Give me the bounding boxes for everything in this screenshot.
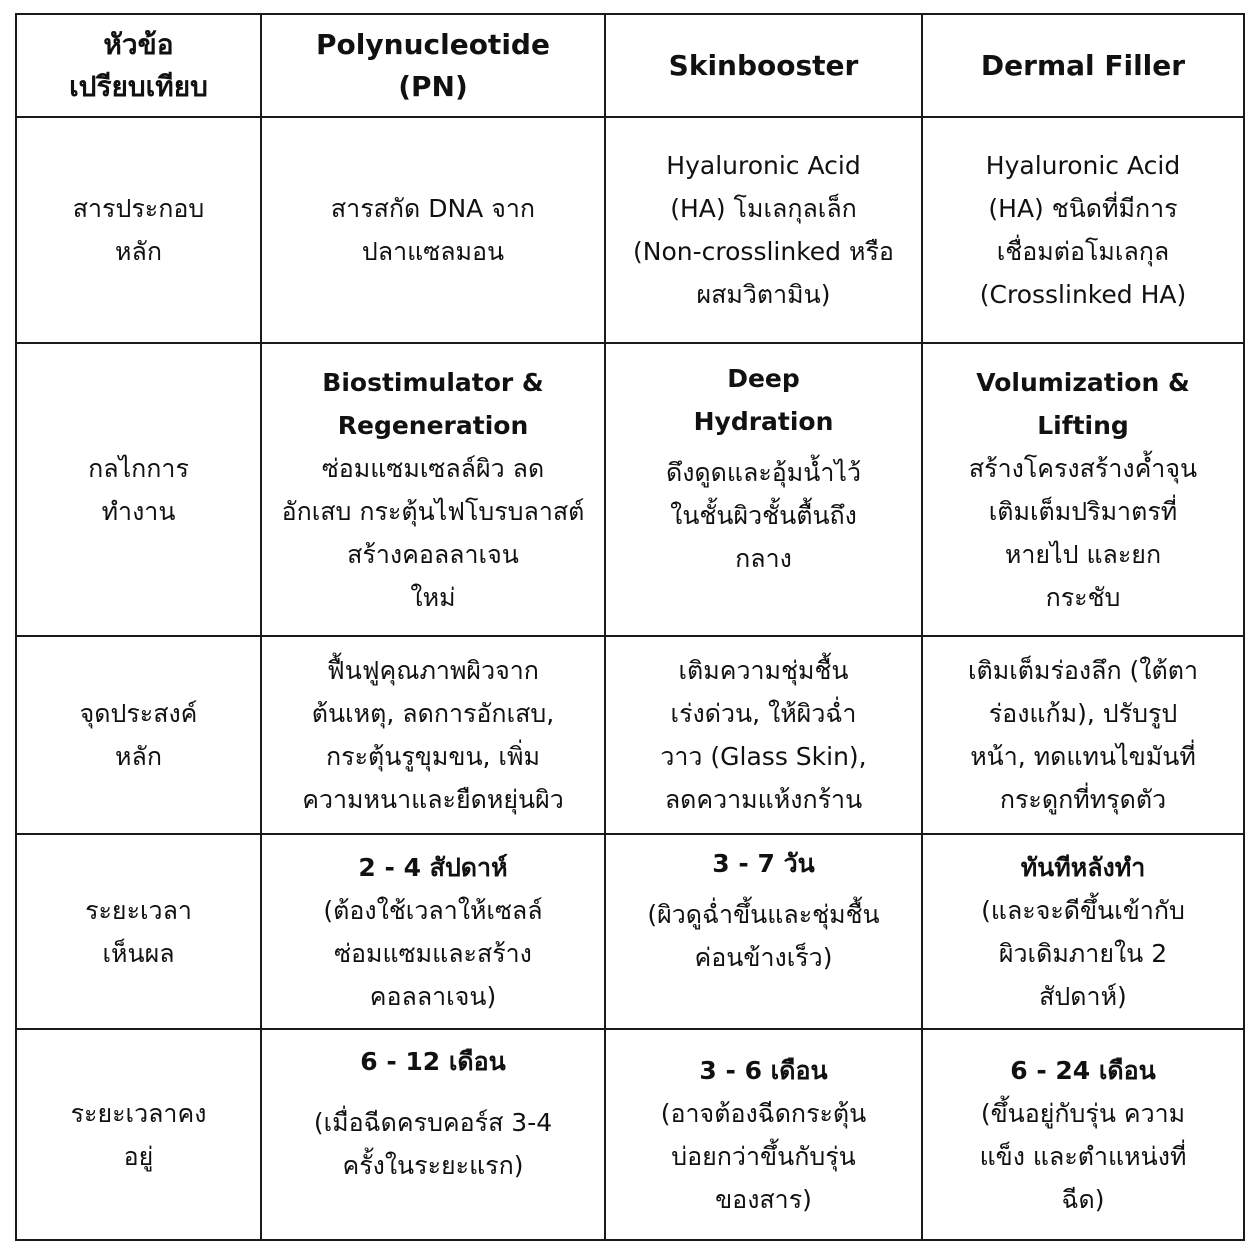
header-pn-line-1: Polynucleotide <box>316 27 550 61</box>
cell-text-line: เร่งด่วน, ให้ผิวฉ่ำ <box>670 699 857 728</box>
header-topic <box>16 14 261 117</box>
cell-text-line: วาว (Glass Skin), <box>660 742 867 771</box>
cell-text-line: อักเสบ กระตุ้นไฟโบรบลาสต์ <box>281 496 585 526</box>
cell-composition-pn <box>261 117 605 343</box>
row-onset <box>16 834 1244 1029</box>
cell-duration-filler <box>922 1029 1244 1240</box>
cell-text-line: (HA) ชนิดที่มีการ <box>988 194 1178 223</box>
comparison-table-wrapper <box>15 13 1243 1239</box>
cell-composition-skinbooster <box>605 117 922 343</box>
cell-text-line: ฉีด) <box>1061 1184 1105 1214</box>
cell-text-line: (เมื่อฉีดครบคอร์ส 3-4 <box>313 1107 553 1137</box>
cell-text-line: หน้า, ทดแทนไขมันที่ <box>970 742 1196 771</box>
cell-text-line: ผิวเดิมภายใน 2 <box>998 938 1168 968</box>
cell-mechanism-skinbooster <box>605 343 922 636</box>
cell-text-line: สร้างโครงสร้างค้ำจุน <box>968 453 1198 483</box>
cell-text-line: ลดความแห้งกร้าน <box>664 785 863 814</box>
cell-title-line: 6 - 24 เดือน <box>1010 1055 1156 1085</box>
cell-title-line: Hydration <box>693 406 834 436</box>
row-label-onset <box>16 834 261 1029</box>
header-filler <box>922 14 1244 117</box>
cell-onset-pn <box>261 834 605 1029</box>
cell-purpose-pn <box>261 636 605 834</box>
cell-title-line: 3 - 7 วัน <box>712 848 815 878</box>
row-label-composition <box>16 117 261 343</box>
header-skinbooster <box>605 14 922 117</box>
cell-text-line: ดึงดูดและอุ้มน้ำไว้ <box>665 457 861 487</box>
cell-text-line: ในชั้นผิวชั้นตื้นถึง <box>670 500 857 530</box>
cell-text-line: กระชับ <box>1045 582 1121 612</box>
cell-mechanism-pn <box>261 343 605 636</box>
header-row <box>16 14 1244 117</box>
cell-text-line: กระดูกที่ทรุดตัว <box>999 785 1167 814</box>
row-label-line: สารประกอบ <box>72 194 205 223</box>
cell-text-line: คอลลาเจน) <box>369 981 497 1011</box>
comparison-table <box>15 13 1245 1241</box>
cell-text-line: สัปดาห์) <box>1039 981 1127 1011</box>
cell-duration-pn <box>261 1029 605 1240</box>
cell-text-line: หายไป และยก <box>1004 539 1162 569</box>
cell-text-line: ค่อนข้างเร็ว) <box>694 942 833 972</box>
cell-text-line: (Crosslinked HA) <box>979 280 1187 309</box>
cell-onset-filler <box>922 834 1244 1029</box>
cell-text-line: (ขึ้นอยู่กับรุ่น ความ <box>980 1098 1186 1128</box>
cell-text-line: Hyaluronic Acid <box>666 151 861 180</box>
row-label-mechanism <box>16 343 261 636</box>
cell-title-line: Lifting <box>1037 410 1129 440</box>
cell-title-line: Deep <box>727 363 800 393</box>
cell-purpose-filler <box>922 636 1244 834</box>
cell-title-line: Volumization & <box>976 367 1190 397</box>
cell-text-line: (และจะดีขึ้นเข้ากับ <box>981 895 1185 925</box>
row-label-purpose <box>16 636 261 834</box>
cell-title-line: Biostimulator & <box>322 367 544 397</box>
cell-title-line: 3 - 6 เดือน <box>699 1055 828 1085</box>
cell-text-line: ปลาแซลมอน <box>361 237 505 266</box>
cell-text-line: กลาง <box>735 543 792 573</box>
cell-text-line: ซ่อมแซมและสร้าง <box>334 938 532 968</box>
row-duration <box>16 1029 1244 1240</box>
cell-text-line: (Non-crosslinked หรือ <box>633 237 894 266</box>
cell-text-line: เติมความชุ่มชื้น <box>678 656 849 685</box>
row-label-line: จุดประสงค์ <box>79 699 198 728</box>
cell-purpose-skinbooster <box>605 636 922 834</box>
cell-text-line: กระตุ้นรูขุมขน, เพิ่ม <box>326 742 540 771</box>
row-label-line: กลไกการ <box>88 453 189 483</box>
cell-text-line: ใหม่ <box>410 582 456 612</box>
cell-text-line: ฟื้นฟูคุณภาพผิวจาก <box>327 656 539 685</box>
cell-text-line: บ่อยกว่าขึ้นกับรุ่น <box>671 1141 856 1171</box>
cell-text-line: สารสกัด DNA จาก <box>330 194 536 223</box>
row-label-line: หลัก <box>115 742 162 771</box>
cell-duration-skinbooster <box>605 1029 922 1240</box>
cell-composition-filler <box>922 117 1244 343</box>
cell-text-line: เติมเต็มปริมาตรที่ <box>988 496 1178 526</box>
cell-text-line: (อาจต้องฉีดกระตุ้น <box>660 1098 867 1128</box>
header-filler-line-1: Dermal Filler <box>980 48 1186 82</box>
cell-text-line: แข็ง และตำแหน่งที่ <box>979 1141 1187 1171</box>
cell-text-line: (HA) โมเลกุลเล็ก <box>670 194 857 223</box>
row-label-line: ระยะเวลา <box>85 895 192 925</box>
cell-title-line: 6 - 12 เดือน <box>360 1046 506 1076</box>
cell-text-line: ซ่อมแซมเซลล์ผิว ลด <box>321 453 545 483</box>
cell-title-line: Regeneration <box>337 410 529 440</box>
row-composition <box>16 117 1244 343</box>
header-topic-line-2: เปรียบเทียบ <box>69 69 208 103</box>
row-label-line: ระยะเวลาคง <box>70 1098 207 1128</box>
cell-text-line: ต้นเหตุ, ลดการอักเสบ, <box>311 699 555 728</box>
row-label-duration <box>16 1029 261 1240</box>
cell-text-line: Hyaluronic Acid <box>985 151 1181 180</box>
cell-title-line: 2 - 4 สัปดาห์ <box>358 852 508 882</box>
cell-text-line: เชื่อมต่อโมเลกุล <box>996 237 1170 266</box>
header-skinbooster-line-1: Skinbooster <box>668 48 859 82</box>
row-purpose <box>16 636 1244 834</box>
cell-text-line: ครั้งในระยะแรก) <box>342 1150 524 1180</box>
header-topic-line-1: หัวข้อ <box>103 27 174 61</box>
row-label-line: ทำงาน <box>101 496 176 526</box>
cell-text-line: ผสมวิตามิน) <box>696 280 831 309</box>
cell-title-line: ทันทีหลังทำ <box>1020 852 1146 882</box>
cell-onset-skinbooster <box>605 834 922 1029</box>
header-pn-line-2: (PN) <box>398 69 468 103</box>
cell-text-line: (ต้องใช้เวลาให้เซลล์ <box>323 895 543 925</box>
cell-mechanism-filler <box>922 343 1244 636</box>
row-label-line: อยู่ <box>123 1141 154 1171</box>
row-mechanism <box>16 343 1244 636</box>
row-label-line: หลัก <box>115 237 162 266</box>
row-label-line: เห็นผล <box>102 938 175 968</box>
cell-text-line: ความหนาและยืดหยุ่นผิว <box>302 785 564 814</box>
cell-text-line: สร้างคอลลาเจน <box>347 539 519 569</box>
cell-text-line: เติมเต็มร่องลึก (ใต้ตา <box>967 656 1199 685</box>
header-pn <box>261 14 605 117</box>
cell-text-line: (ผิวดูฉ่ำขึ้นและชุ่มชื้น <box>647 899 880 929</box>
cell-text-line: ของสาร) <box>715 1184 812 1214</box>
cell-text-line: ร่องแก้ม), ปรับรูป <box>988 699 1178 728</box>
